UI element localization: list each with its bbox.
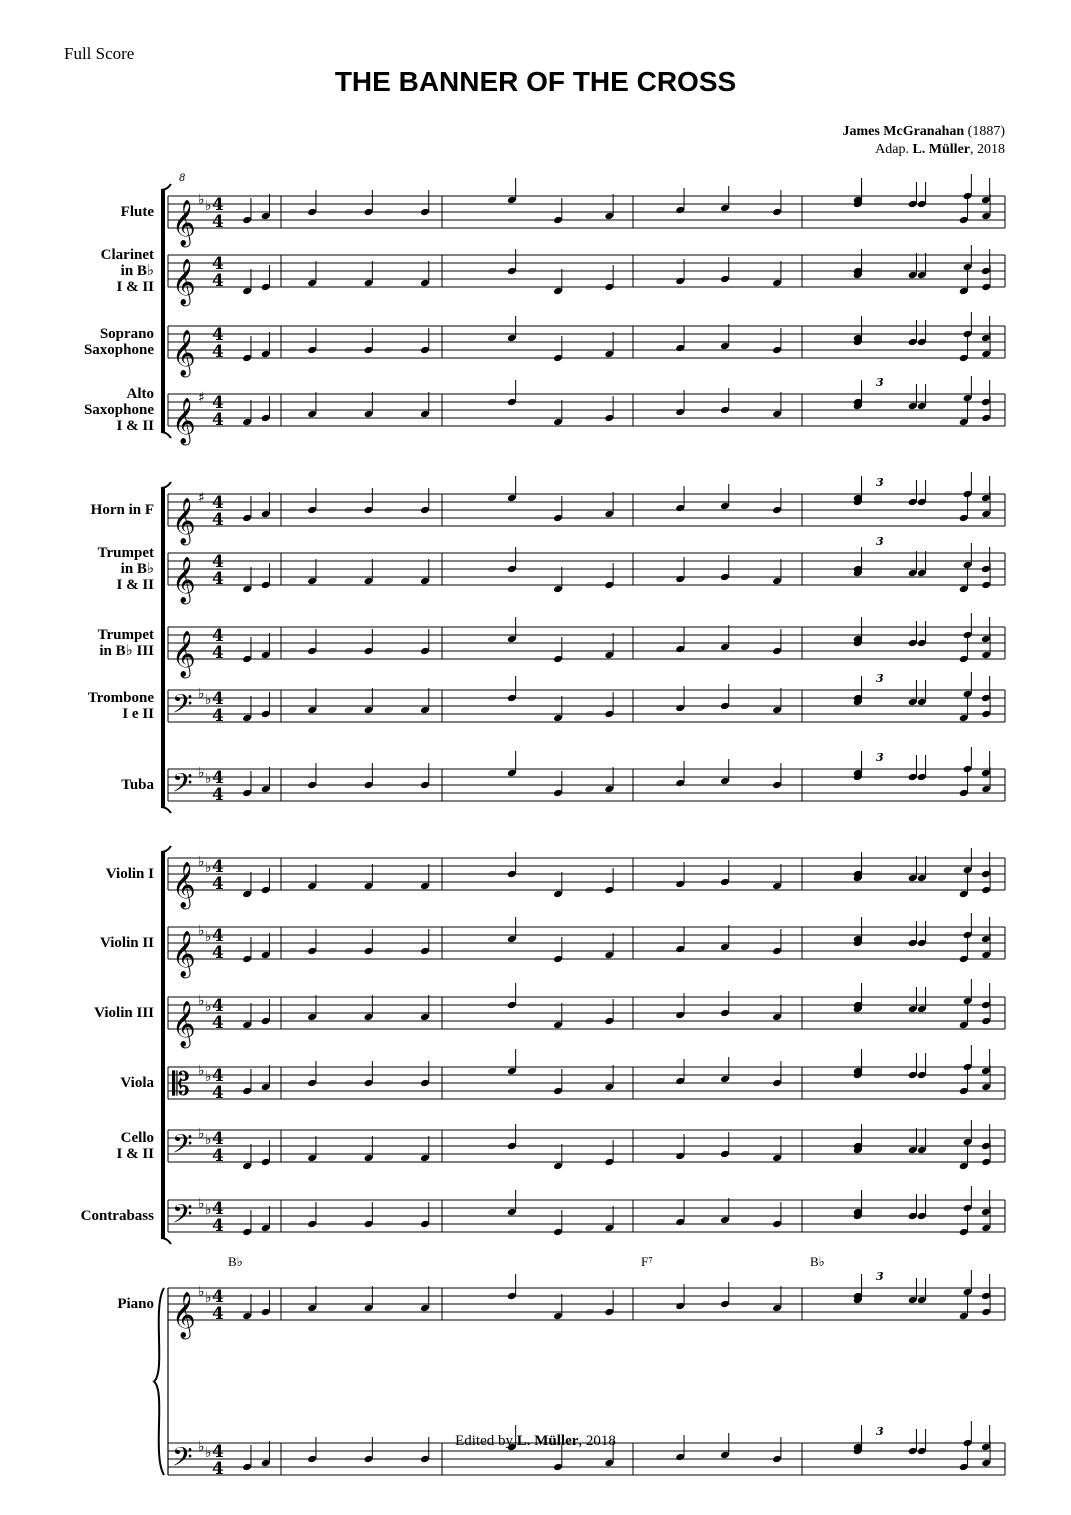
treble-clef-icon: 𝄞 <box>172 259 196 305</box>
instrument-label-line: Saxophone <box>83 402 154 418</box>
arranger-year: , 2018 <box>970 142 1005 157</box>
bracket-hook <box>161 846 171 852</box>
instrument-label-line: in B♭ <box>120 561 154 577</box>
instrument-label-line: I & II <box>116 418 154 434</box>
key-signature-icon: ♭ <box>198 1063 205 1079</box>
instrument-label <box>34 204 154 220</box>
instrument-label-line: Violin II <box>99 935 154 951</box>
time-signature-denominator: 4 <box>212 569 224 589</box>
instrument-label-line: Trumpet <box>97 545 154 561</box>
bass-clef-icon: 𝄢 <box>172 688 193 726</box>
time-signature-numerator: 4 <box>212 393 224 413</box>
bracket-hook <box>161 184 171 190</box>
score-header-label: Full Score <box>64 44 135 63</box>
time-signature-numerator: 4 <box>212 1129 224 1149</box>
staff-15 <box>168 1186 1005 1236</box>
instrument-label-line: in B♭ III <box>99 643 154 659</box>
time-signature-denominator: 4 <box>212 706 224 726</box>
octave-mark: 8 <box>179 173 186 184</box>
instrument-label-line: Violin I <box>105 866 154 882</box>
time-signature-numerator: 4 <box>212 195 224 215</box>
instrument-label <box>34 1005 154 1021</box>
staff-13 <box>168 1045 1005 1103</box>
time-signature-denominator: 4 <box>212 212 224 232</box>
triplet-mark: 3 <box>876 535 884 548</box>
instrument-label-line: I & II <box>116 1146 154 1162</box>
alto-clef-icon: 𝄡 <box>172 1065 190 1103</box>
instrument-label-line: Contrabass <box>80 1208 154 1224</box>
instrument-label-line: Saxophone <box>83 342 154 358</box>
instrument-label <box>34 502 154 518</box>
instrument-label-line: I & II <box>116 577 154 593</box>
time-signature-denominator: 4 <box>212 1459 224 1479</box>
key-signature-icon: ♭ <box>198 854 205 870</box>
treble-clef-icon: 𝄞 <box>172 498 196 544</box>
key-signature-icon: ♭ <box>198 192 205 208</box>
bracket-hook <box>161 807 171 813</box>
instrument-label <box>34 1208 154 1224</box>
key-signature-icon: ♭ <box>205 1069 212 1085</box>
bracket-hook <box>161 1238 171 1244</box>
time-signature-numerator: 4 <box>212 689 224 709</box>
instrument-label-line: Tuba <box>121 777 154 793</box>
footer-year: , 2018 <box>578 1433 616 1449</box>
bracket-hook <box>161 432 171 438</box>
footer-name: L. Müller <box>516 1433 579 1449</box>
key-signature-icon: ♭ <box>205 198 212 214</box>
instrument-label-line: Flute <box>120 204 154 220</box>
triplet-mark: 3 <box>876 376 884 389</box>
staff-14 <box>168 1120 1005 1170</box>
triplet-mark: 3 <box>876 751 884 764</box>
staff-10 <box>168 848 1005 910</box>
key-signature-icon: ♭ <box>198 1126 205 1142</box>
instrument-label-line: Horn in F <box>90 502 154 518</box>
instrument-label <box>34 386 154 434</box>
instrument-label-line: I e II <box>122 706 154 722</box>
key-signature-icon: ♭ <box>205 1290 212 1306</box>
time-signature-denominator: 4 <box>212 1146 224 1166</box>
time-signature-numerator: 4 <box>212 996 224 1016</box>
instrument-label-line: Trumpet <box>97 627 154 643</box>
time-signature-numerator: 4 <box>212 857 224 877</box>
composer-year: (1887) <box>967 124 1005 139</box>
treble-clef-icon: 𝄞 <box>172 931 196 977</box>
time-signature-denominator: 4 <box>212 1013 224 1033</box>
time-signature-numerator: 4 <box>212 1066 224 1086</box>
instrument-label <box>34 247 154 295</box>
instrument-label <box>34 1075 154 1091</box>
arranger-prefix: Adap. <box>875 142 909 157</box>
footer-prefix: Edited by <box>455 1433 513 1449</box>
time-signature-numerator: 4 <box>212 325 224 345</box>
chord-symbol: F⁷ <box>641 1254 653 1269</box>
footer-credit <box>0 1433 1071 1450</box>
time-signature-numerator: 4 <box>212 1199 224 1219</box>
instrument-label-line: Clarinet <box>100 247 154 263</box>
instrument-label <box>34 1130 154 1162</box>
time-signature-numerator: 4 <box>212 768 224 788</box>
chord-symbol: B♭ <box>810 1254 825 1269</box>
time-signature-numerator: 4 <box>212 1442 224 1462</box>
staff-2 <box>168 245 1005 307</box>
bracket-hook <box>161 482 171 488</box>
instrument-label <box>34 935 154 951</box>
key-signature-icon: ♭ <box>198 993 205 1009</box>
treble-clef-icon: 𝄞 <box>172 398 196 444</box>
instrument-label <box>34 777 154 793</box>
key-signature-icon: ♭ <box>198 686 205 702</box>
treble-clef-icon: 𝄞 <box>172 200 196 246</box>
treble-clef-icon: 𝄞 <box>172 631 196 677</box>
instrument-label-line: Cello <box>120 1130 154 1146</box>
arranger-name: L. Müller <box>912 142 970 157</box>
composer-name: James McGranahan <box>842 124 965 139</box>
time-signature-denominator: 4 <box>212 785 224 805</box>
key-signature-icon: ♭ <box>205 771 212 787</box>
chord-symbol: B♭ <box>228 1254 243 1269</box>
triplet-mark: 3 <box>876 1270 884 1283</box>
key-signature-icon: ♭ <box>205 1132 212 1148</box>
time-signature-numerator: 4 <box>212 254 224 274</box>
triplet-mark: 3 <box>876 476 884 489</box>
bass-clef-icon: 𝄢 <box>172 1198 193 1236</box>
time-signature-denominator: 4 <box>212 510 224 530</box>
triplet-mark: 3 <box>876 1425 884 1438</box>
key-signature-icon: ♭ <box>198 1439 205 1455</box>
key-signature-icon: ♭ <box>205 999 212 1015</box>
time-signature-numerator: 4 <box>212 493 224 513</box>
key-signature-icon: ♭ <box>205 1202 212 1218</box>
key-signature-icon: ♭ <box>205 692 212 708</box>
key-signature-icon: ♯ <box>198 490 205 506</box>
instrument-label <box>34 866 154 882</box>
key-signature-icon: ♭ <box>205 1445 212 1461</box>
treble-clef-icon: 𝄞 <box>172 1001 196 1047</box>
key-signature-icon: ♭ <box>205 860 212 876</box>
instrument-label-line: Soprano <box>99 326 154 342</box>
instrument-label <box>34 627 154 659</box>
bass-clef-icon: 𝄢 <box>172 1128 193 1166</box>
instrument-label <box>34 690 154 722</box>
bass-clef-icon: 𝄢 <box>172 767 193 805</box>
staff-6 <box>168 543 1005 605</box>
time-signature-denominator: 4 <box>212 874 224 894</box>
treble-clef-icon: 𝄞 <box>172 862 196 908</box>
score-title: THE BANNER OF THE CROSS <box>334 66 737 97</box>
time-signature-denominator: 4 <box>212 271 224 291</box>
bass-clef-icon: 𝄢 <box>172 1441 193 1479</box>
treble-clef-icon: 𝄞 <box>172 330 196 376</box>
key-signature-icon: ♭ <box>205 929 212 945</box>
key-signature-icon: ♭ <box>198 765 205 781</box>
key-signature-icon: ♭ <box>198 1284 205 1300</box>
triplet-mark: 3 <box>876 672 884 685</box>
time-signature-numerator: 4 <box>212 552 224 572</box>
time-signature-denominator: 4 <box>212 1216 224 1236</box>
instrument-label <box>34 545 154 593</box>
instrument-label-line: Piano <box>117 1296 154 1312</box>
instrument-label-line: Alto <box>126 386 154 402</box>
instrument-label-line: Violin III <box>94 1005 154 1021</box>
instrument-label <box>34 326 154 358</box>
time-signature-denominator: 4 <box>212 1304 224 1324</box>
instrument-label-line: Viola <box>120 1075 154 1091</box>
staff-12 <box>168 979 1005 1049</box>
staff-1 <box>168 174 1005 248</box>
instrument-label-line: Trombone <box>87 690 154 706</box>
staff-7 <box>168 613 1005 679</box>
staff-3 <box>168 312 1005 378</box>
time-signature-denominator: 4 <box>212 1083 224 1103</box>
time-signature-numerator: 4 <box>212 926 224 946</box>
treble-clef-icon: 𝄞 <box>172 1292 196 1338</box>
time-signature-numerator: 4 <box>212 1287 224 1307</box>
treble-clef-icon: 𝄞 <box>172 557 196 603</box>
instrument-label <box>34 1296 154 1312</box>
key-signature-icon: ♯ <box>198 390 205 406</box>
time-signature-numerator: 4 <box>212 626 224 646</box>
instrument-label-line: in B♭ <box>120 263 154 279</box>
time-signature-denominator: 4 <box>212 643 224 663</box>
time-signature-denominator: 4 <box>212 342 224 362</box>
staff-11 <box>168 913 1005 979</box>
key-signature-icon: ♭ <box>198 1196 205 1212</box>
instrument-label-line: I & II <box>116 279 154 295</box>
time-signature-denominator: 4 <box>212 943 224 963</box>
time-signature-denominator: 4 <box>212 410 224 430</box>
key-signature-icon: ♭ <box>198 923 205 939</box>
